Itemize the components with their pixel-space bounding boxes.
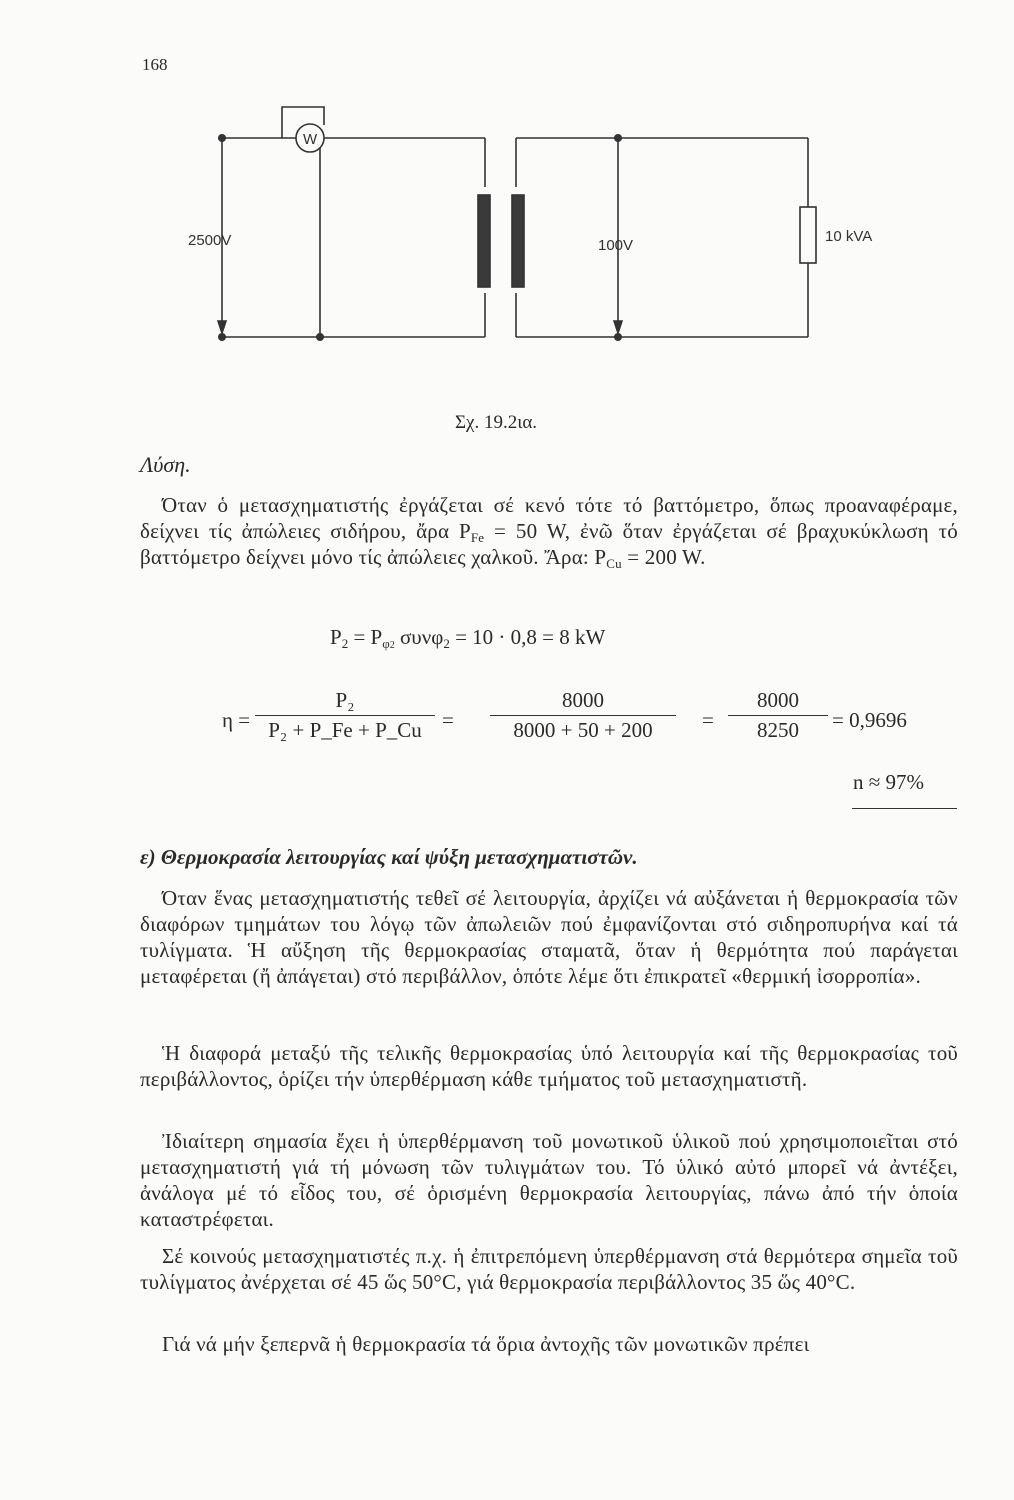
figure-caption: Σχ. 19.2ια. bbox=[455, 412, 538, 433]
result-underline bbox=[852, 808, 957, 809]
secondary-voltage-label: 100V bbox=[598, 237, 634, 254]
page-number: 168 bbox=[142, 55, 168, 74]
efficiency-fraction-simplified: $\frac{8000}{8250}$ bbox=[728, 688, 828, 743]
circuit-diagram bbox=[188, 95, 920, 365]
efficiency-fraction-symbolic: $\frac{\text{P₂}}{\text{P₂ + P\_Fe + P\_Cu}}$ bbox=[255, 688, 435, 743]
paragraph-insulation: Ἰδιαίτερη σημασία ἔχει ἡ ὑπερθέρμανση τοῦ μονωτικοῦ ὑλικοῦ πού χρησιμοποιεῖται στό μετασχηματιστή γιά τή μόνωση τῶν τυλιγμάτων του. Τό ὑλικό αὐτό μπορεῖ νά ἀντέξει, ἀνάλογα μέ τό εἶδος του, σέ ὁρισμένη θερμοκρασία λειτουργίας, πάνω ἀπό τήν ὁποία καταστρέφεται. bbox=[140, 1129, 958, 1231]
power-equation: $P_2 = P_{\varphi 2}$ συνφ$_2$ = 10 · 0,8 = 8 kW bbox=[330, 625, 606, 651]
paragraph-thermal-equilibrium: Όταν ἕνας μετασχηματιστής τεθεῖ σέ λειτουργία, ἀρχίζει νά αὐξάνεται ἡ θερμοκρασία τῶν διαφόρων τμημάτων του λόγῳ τῶν ἀπωλειῶν πού ἐμφανίζονται στό σιδηροπυρήνα καί τά τυλίγματα. Ἡ αὔξηση τῆς θερμοκρασίας σταματᾶ, ὅταν ἡ θερμότητα πού παράγεται μεταφέρεται (ἤ ἀπάγεται) στό περιβάλλον, ὁπότε λέμε ὅτι ἐπικρατεῖ «θερμική ἰσορροπία». bbox=[140, 886, 958, 988]
paragraph-typical-limits: Σέ κοινούς μετασχηματιστές π.χ. ἡ ἐπιτρεπόμενη ὑπερθέρμανση στά θερμότερα σημεῖα τοῦ τυλίγματος ἀνέρχεται σέ 45 ὥς 50°C, γιά θερμοκρασία περιβάλλοντος 35 ὥς 40°C. bbox=[140, 1244, 958, 1294]
primary-voltage-label: 2500V bbox=[188, 232, 232, 249]
paragraph-overheating-definition: Ἡ διαφορά μεταξύ τῆς τελικῆς θερμοκρασίας ὑπό λειτουργία καί τῆς θερμοκρασίας τοῦ περιβάλλοντος, ὁρίζει τήν ὑπερθέρμαση κάθε τμήματος τοῦ μετασχηματιστῆ. bbox=[140, 1041, 958, 1091]
eta-symbol: η = bbox=[222, 708, 251, 732]
efficiency-result: = 0,9696 bbox=[832, 708, 907, 732]
solution-heading: Λύση. bbox=[140, 452, 191, 477]
section-heading: ε) Θερμοκρασία λειτουργίας καί ψύξη μετασχηματιστῶν. bbox=[140, 845, 638, 869]
solution-paragraph: Όταν ὁ μετασχηματιστής ἐργάζεται σέ κενό τότε τό βαττόμετρο, ὅπως προαναφέραμε, δείχνει τίς ἀπώλειες σιδήρου, ἄρα $P_{Fe} = 50$ W, ἐνῶ ὅταν ἐργάζεται σέ βραχυκύκλωση τό βαττόμετρο δείχνει μόνο τίς ἀπώλειες χαλκοῦ. Ἄρα: $P_{Cu} = 200$ W. bbox=[140, 493, 958, 571]
efficiency-fraction-numeric: $\frac{8000}{8000 + 50 + 200}$ bbox=[490, 688, 676, 743]
wattmeter-label: W bbox=[303, 131, 318, 148]
paragraph-limits-continued: Γιά νά μήν ξεπερνᾶ ἡ θερμοκρασία τά ὅρια ἀντοχῆς τῶν μονωτικῶν πρέπει bbox=[162, 1332, 810, 1356]
load-rating-label: 10 kVA bbox=[825, 228, 873, 245]
efficiency-approx: n ≈ 97% bbox=[853, 770, 925, 794]
